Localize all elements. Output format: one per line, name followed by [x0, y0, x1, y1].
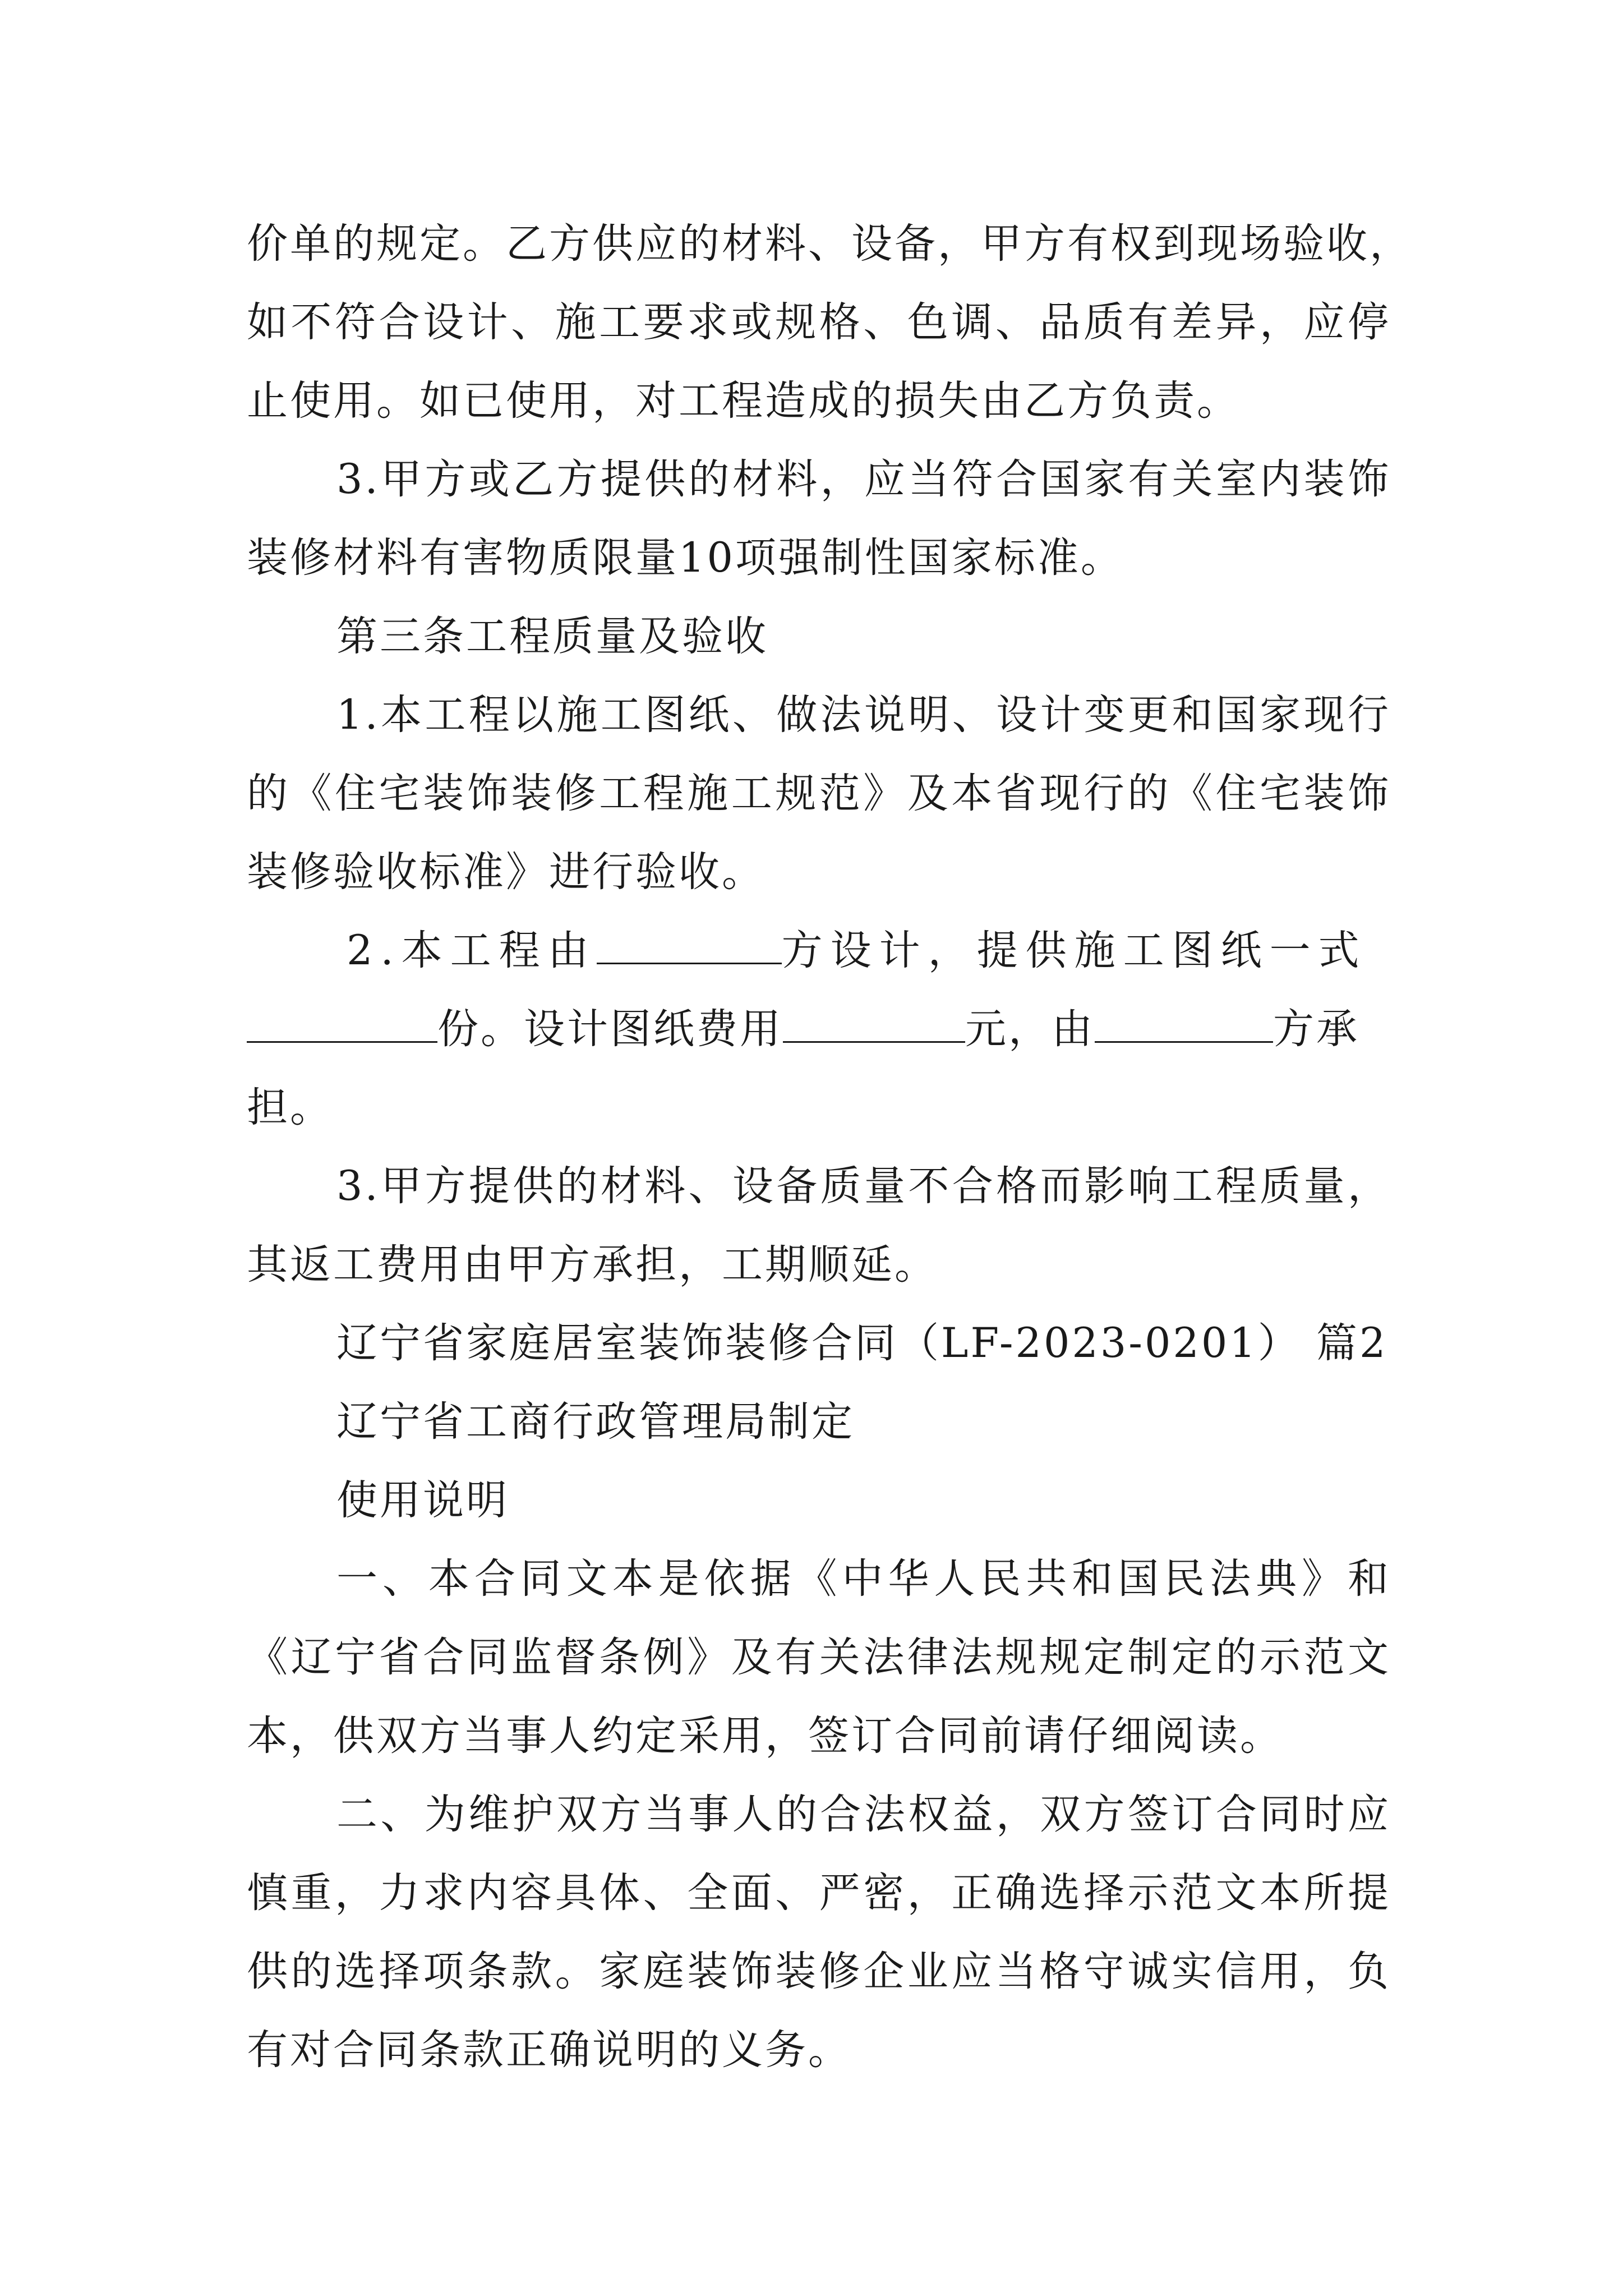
fill-in-blank	[597, 923, 782, 964]
text-line: 《辽宁省合同监督条例》及有关法律法规规定制定的示范文	[247, 1634, 1391, 1681]
text-line: 一、本合同文本是依据《中华人民共和国民法典》和	[336, 1555, 1391, 1603]
section-heading: 使用说明	[336, 1476, 509, 1524]
fill-in-blank	[1095, 1002, 1273, 1043]
text-line: 止使用。如已使用，对工程造成的损失由乙方负责。	[247, 377, 1240, 425]
text-line: 有对合同条款正确说明的义务。	[247, 2026, 851, 2074]
text-line: 本，供双方当事人约定采用，签订合同前请仔细阅读。	[247, 1712, 1283, 1760]
text-line: 慎重，力求内容具体、全面、严密，正确选择示范文本所提	[247, 1869, 1391, 1917]
text-fragment: 2.本工程由	[347, 927, 597, 974]
text-line: 1.本工程以施工图纸、做法说明、设计变更和国家现行	[336, 691, 1391, 739]
text-fragment: 元，由	[965, 1005, 1095, 1053]
section-heading: 第三条工程质量及验收	[336, 613, 768, 660]
text-line: 二、为维护双方当事人的合法权益，双方签订合同时应	[336, 1791, 1391, 1838]
text-line: 3.甲方或乙方提供的材料，应当符合国家有关室内装饰	[336, 455, 1391, 503]
text-line: 供的选择项条款。家庭装饰装修企业应当格守诚实信用，负	[247, 1948, 1391, 1995]
text-line: 装修材料有害物质限量10项强制性国家标准。	[247, 534, 1124, 582]
text-fragment: 方承	[1273, 1005, 1359, 1053]
text-line: 3.甲方提供的材料、设备质量不合格而影响工程质量，	[336, 1162, 1391, 1210]
text-line: 担。	[247, 1084, 333, 1131]
fill-in-blank	[783, 1002, 965, 1043]
text-fragment: 方设计，提供施工图纸一式	[781, 927, 1367, 974]
issuer-line: 辽宁省工商行政管理局制定	[336, 1398, 855, 1446]
text-line: 如不符合设计、施工要求或规格、色调、品质有差异，应停	[247, 298, 1391, 346]
text-line: 的《住宅装饰装修工程施工规范》及本省现行的《住宅装饰	[247, 770, 1391, 817]
text-line: 价单的规定。乙方供应的材料、设备，甲方有权到现场验收，	[247, 220, 1413, 268]
text-line: 其返工费用由甲方承担，工期顺延。	[247, 1241, 938, 1289]
text-line: 装修验收标准》进行验收。	[247, 848, 765, 896]
contract-title: 辽宁省家庭居室装饰装修合同（LF-2023-0201） 篇2	[336, 1319, 1388, 1367]
text-line-with-blank	[347, 923, 1391, 979]
text-line-with-blanks	[247, 1001, 1391, 1057]
fill-in-blank	[247, 1002, 437, 1043]
text-fragment: 份。设计图纸费用	[437, 1005, 783, 1053]
